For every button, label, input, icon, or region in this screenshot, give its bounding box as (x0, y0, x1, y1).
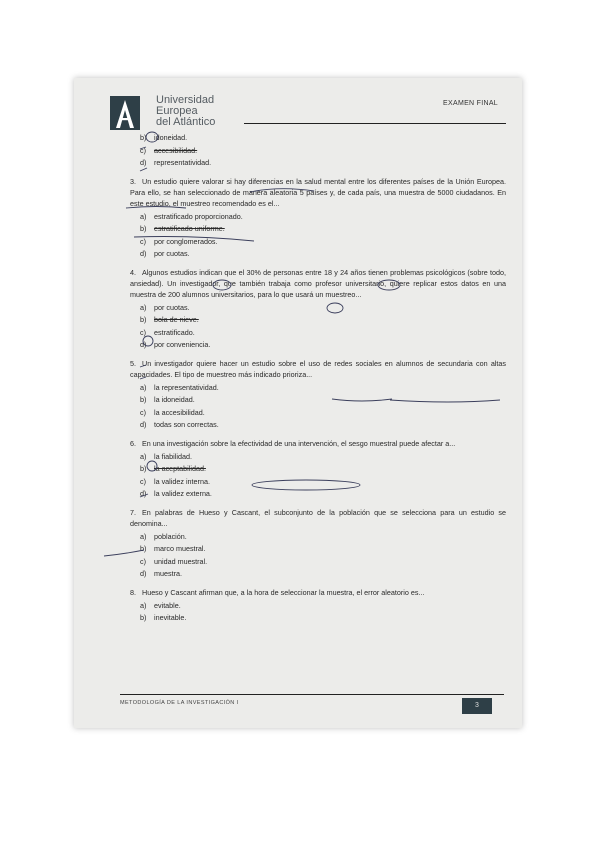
question-number: 3. (130, 176, 136, 186)
answer-option (140, 419, 506, 432)
option-text: muestra. (154, 569, 182, 578)
option-text: evitable. (154, 600, 181, 610)
option-text: accesibilidad. (154, 145, 198, 155)
option-text: estratificado proporcionado. (154, 211, 243, 221)
options-list (140, 132, 506, 170)
option-text: la fiabilidad. (154, 451, 192, 461)
question-text: Un estudio quiere valorar si hay diferencias en la salud mental entre los diferentes países de la Unión Europea. Para ello, se han seleccionado de manera aleatoria 5 países y, de cada país, una muestra de 5000 ciudadanos. En este estudio, el muestreo recomendado es el... (130, 176, 506, 208)
university-name-line-1: Universidad (156, 94, 215, 106)
option-text: la representatividad. (154, 382, 219, 392)
question (130, 507, 506, 581)
option-letter: d) (140, 158, 147, 167)
answer-option (140, 339, 506, 352)
question-stem (130, 358, 506, 380)
footer-course: METODOLOGÍA DE LA INVESTIGACIÓN I (120, 700, 239, 706)
option-text: idoneidad. (154, 133, 188, 142)
option-text: la accesibilidad. (154, 407, 205, 417)
option-letter: d) (140, 420, 147, 429)
option-text: bola de nieve. (154, 315, 199, 324)
answer-option (140, 157, 506, 170)
answer-option (140, 382, 506, 395)
answer-option (140, 314, 506, 327)
option-text: marco muestral. (154, 544, 206, 553)
question-text: En palabras de Hueso y Cascant, el subconjunto de la población que se selecciona para un estudio se denomina... (130, 507, 506, 528)
option-letter: a) (140, 211, 147, 221)
footer-divider (120, 694, 504, 695)
question-stem (130, 267, 506, 300)
options-list (140, 302, 506, 352)
option-letter: b) (140, 224, 147, 233)
answer-option (140, 531, 506, 544)
option-letter: a) (140, 382, 147, 392)
options-list (140, 600, 506, 625)
options-list (140, 531, 506, 581)
answer-option (140, 451, 506, 464)
question-stem (130, 587, 506, 598)
option-letter: b) (140, 133, 147, 142)
option-letter: c) (140, 476, 146, 486)
answer-option (140, 407, 506, 420)
answer-option (140, 145, 506, 158)
option-letter: d) (140, 249, 147, 258)
question-text: Hueso y Cascant afirman que, a la hora de seleccionar la muestra, el error aleatorio es... (142, 587, 425, 597)
question (130, 358, 506, 432)
question (130, 438, 506, 501)
option-letter: b) (140, 544, 147, 553)
answer-option (140, 600, 506, 613)
option-letter: a) (140, 600, 147, 610)
university-name (156, 95, 215, 128)
answer-option (140, 476, 506, 489)
question (130, 132, 506, 170)
options-list (140, 211, 506, 261)
option-letter: a) (140, 531, 147, 541)
question-stem (130, 176, 506, 209)
question (130, 587, 506, 625)
answer-option (140, 248, 506, 261)
option-text: la validez externa. (154, 489, 212, 498)
option-letter: a) (140, 451, 147, 461)
option-letter: d) (140, 489, 147, 498)
question-number: 4. (130, 267, 136, 277)
option-text: la validez interna. (154, 476, 210, 486)
question-stem (130, 507, 506, 529)
option-letter: b) (140, 613, 147, 622)
answer-option (140, 327, 506, 340)
university-name-line-3: del Atlántico (156, 116, 216, 128)
question-number: 5. (130, 358, 136, 368)
option-text: por conveniencia. (154, 340, 211, 349)
option-text: por cuotas. (154, 302, 190, 312)
option-text: la aceptabilidad. (154, 464, 206, 473)
option-text: estratificado uniforme. (154, 224, 225, 233)
question-text: Un investigador quiere hacer un estudio sobre el uso de redes sociales en alumnos de secundaria con altas capacidades. El tipo de muestreo más indicado prioriza... (130, 358, 506, 379)
university-name-line-2: Europea (156, 105, 198, 117)
answer-option (140, 612, 506, 625)
option-letter: b) (140, 395, 147, 404)
question-text: En una investigación sobre la efectividad de una intervención, el sesgo muestral puede afectar a... (142, 438, 456, 448)
university-logo (110, 96, 140, 130)
header-divider (244, 123, 506, 124)
options-list (140, 451, 506, 501)
answer-option (140, 568, 506, 581)
exam-sheet (74, 78, 522, 728)
question-stem (130, 438, 506, 449)
option-letter: c) (140, 556, 146, 566)
page-number: 3 (462, 698, 492, 714)
answer-option (140, 463, 506, 476)
question-text: Algunos estudios indican que el 30% de personas entre 18 y 24 años tienen problemas psicológicos (sobre todo, ansiedad). Un investigador, que también trabaja como profesor universitario, quiere replicar estos datos en una muestra de 200 alumnos universitarios, para lo que usará un muestreo... (130, 267, 506, 299)
option-letter: c) (140, 327, 146, 337)
option-letter: c) (140, 145, 146, 155)
option-letter: a) (140, 302, 147, 312)
answer-option (140, 132, 506, 145)
answer-option (140, 543, 506, 556)
question (130, 267, 506, 352)
option-letter: c) (140, 236, 146, 246)
option-letter: b) (140, 464, 147, 473)
option-text: la idoneidad. (154, 395, 195, 404)
answer-option (140, 211, 506, 224)
option-letter: c) (140, 407, 146, 417)
option-text: representatividad. (154, 158, 212, 167)
answer-option (140, 488, 506, 501)
option-text: población. (154, 531, 187, 541)
option-text: unidad muestral. (154, 556, 208, 566)
answer-option (140, 556, 506, 569)
option-text: por conglomerados. (154, 236, 218, 246)
option-text: inevitable. (154, 613, 187, 622)
question-number: 6. (130, 438, 136, 448)
answer-option (140, 302, 506, 315)
answer-option (140, 223, 506, 236)
option-letter: b) (140, 315, 147, 324)
answer-option (140, 236, 506, 249)
option-letter: d) (140, 340, 147, 349)
option-text: por cuotas. (154, 249, 190, 258)
answer-option (140, 394, 506, 407)
option-text: todas son correctas. (154, 420, 219, 429)
question-number: 8. (130, 587, 136, 597)
question (130, 176, 506, 261)
question-number: 7. (130, 507, 136, 517)
option-text: estratificado. (154, 327, 195, 337)
exam-label: EXAMEN FINAL (443, 100, 498, 107)
options-list (140, 382, 506, 432)
option-letter: d) (140, 569, 147, 578)
questions-list (130, 130, 506, 625)
